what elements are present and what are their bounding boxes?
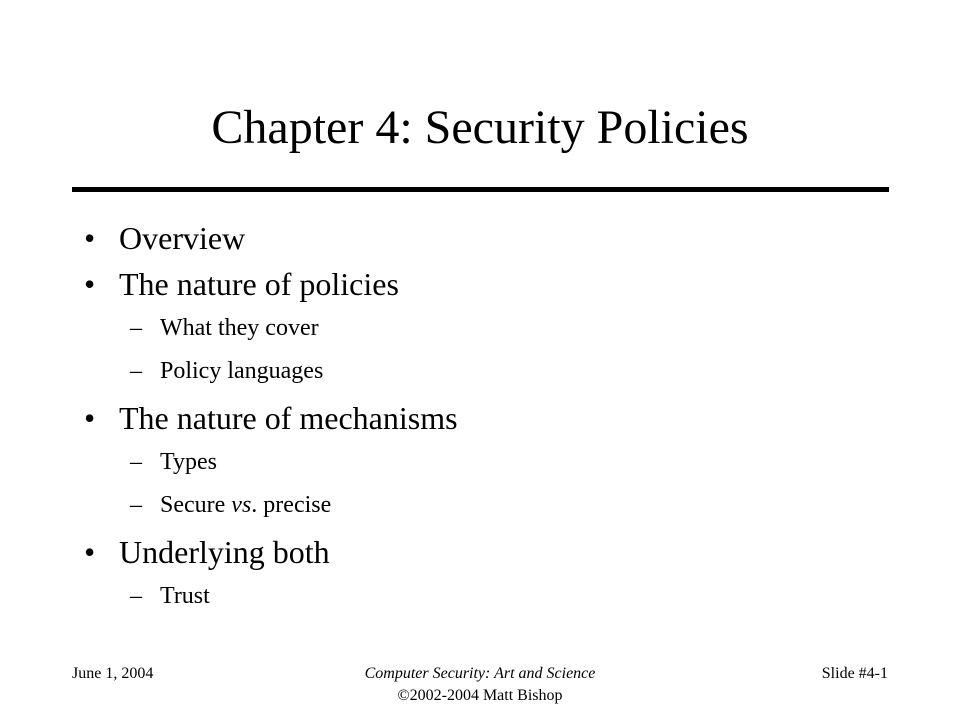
bullet-text: Overview [119, 220, 246, 256]
text-segment: Secure [160, 492, 232, 518]
footer-center [0, 663, 960, 707]
italic-text-segment: vs [231, 492, 252, 518]
sub-bullet-text: Trust [160, 583, 210, 609]
bullet-marker: • [84, 220, 96, 256]
sub-bullet-text [160, 489, 331, 521]
text-segment: . precise [251, 492, 332, 518]
dash-marker: – [130, 583, 142, 609]
footer-copyright: ©2002-2004 Matt Bishop [397, 687, 563, 704]
footer-slide-number: Slide #4-1 [821, 665, 888, 682]
bullet-text: The nature of policies [119, 266, 399, 302]
dash-marker: – [130, 492, 142, 518]
bullet-text: Underlying both [119, 534, 330, 570]
bullet-text: The nature of mechanisms [119, 400, 458, 436]
bullet-marker: • [84, 534, 96, 570]
sub-bullet-text: Types [160, 449, 217, 475]
footer-date: June 1, 2004 [72, 665, 154, 682]
dash-marker: – [130, 449, 142, 475]
slide-title: Chapter 4: Security Policies [211, 101, 749, 154]
footer-book-title: Computer Security: Art and Science [364, 665, 596, 682]
bullet-marker: • [84, 266, 96, 302]
sub-bullet-text: Policy languages [160, 358, 324, 384]
dash-marker: – [130, 315, 142, 341]
sub-bullet-text: What they cover [160, 315, 319, 341]
dash-marker: – [130, 358, 142, 384]
bullet-marker: • [84, 400, 96, 436]
